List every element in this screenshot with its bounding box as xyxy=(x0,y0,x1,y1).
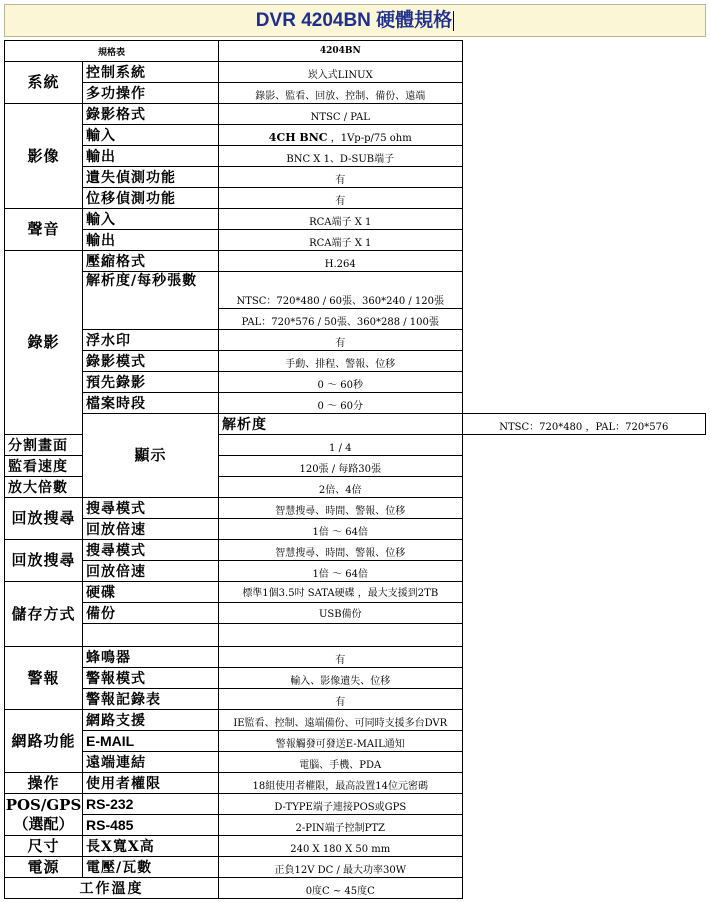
table-row xyxy=(5,878,706,899)
item-value: 2倍、4倍 xyxy=(219,477,462,498)
text-cursor xyxy=(453,11,454,31)
pos-label-line1: POS/GPS xyxy=(5,795,82,814)
item-value: 1倍 ～ 64倍 xyxy=(219,519,462,540)
category-audio: 聲音 xyxy=(5,209,83,251)
table-row xyxy=(5,209,706,230)
table-row xyxy=(5,272,706,309)
table-row xyxy=(5,104,706,125)
item-value: RCA端子 X 1 xyxy=(219,209,462,230)
item-label: 錄影格式 xyxy=(83,104,219,125)
table-row xyxy=(5,393,706,414)
item-value: 智慧搜尋、時間、警報、位移 xyxy=(219,540,462,561)
table-row xyxy=(5,773,706,794)
category-temperature: 工作溫度 xyxy=(5,878,219,899)
item-label: RS-232 xyxy=(83,794,219,815)
table-row xyxy=(5,603,706,624)
table-row xyxy=(5,498,706,519)
item-label: 檔案時段 xyxy=(83,393,219,414)
item-value: 2-PIN端子控制PTZ xyxy=(219,815,462,836)
item-label: 警報模式 xyxy=(83,668,219,689)
item-value: 有 xyxy=(219,647,462,668)
item-label: 預先錄影 xyxy=(83,372,219,393)
item-label: 警報記錄表 xyxy=(83,689,219,710)
item-value: D-TYPE端子連接POS或GPS xyxy=(219,794,462,815)
item-value: 正負12V DC / 最大功率30W xyxy=(219,857,462,878)
item-value: NTSC：720*480 ，PAL：720*576 xyxy=(462,414,706,435)
item-value: 智慧搜尋、時間、警報、位移 xyxy=(219,498,462,519)
item-label: 解析度/每秒張數 xyxy=(83,272,219,330)
item-label: 蜂鳴器 xyxy=(83,647,219,668)
empty-cell xyxy=(219,624,462,647)
item-value: 輸入、影像遺失、位移 xyxy=(219,668,462,689)
item-value: NTSC：720*480 / 60張、360*240 / 120張 xyxy=(219,272,462,309)
spec-table xyxy=(4,40,706,899)
table-row xyxy=(5,582,706,603)
item-value: 有 xyxy=(219,167,462,188)
title-text: DVR 4204BN 硬體規格 xyxy=(255,10,453,31)
page-title xyxy=(4,4,706,37)
input-value-bold: 4CH BNC xyxy=(268,131,328,144)
item-label: 回放倍速 xyxy=(83,519,219,540)
item-value: 1 / 4 xyxy=(219,435,462,456)
item-value: BNC X 1、D-SUB端子 xyxy=(219,146,462,167)
category-operation: 操作 xyxy=(5,773,83,794)
item-label: RS-485 xyxy=(83,815,219,836)
table-row xyxy=(5,372,706,393)
item-value: 標準1個3.5吋 SATA硬碟 ，最大支援到2TB xyxy=(219,582,462,603)
table-row xyxy=(5,647,706,668)
item-value: 0 ～ 60秒 xyxy=(219,372,462,393)
item-label: 壓縮格式 xyxy=(83,251,219,272)
pos-label-line2: （選配） xyxy=(13,814,74,833)
item-value: 有 xyxy=(219,689,462,710)
item-label: 輸出 xyxy=(83,146,219,167)
category-system: 系統 xyxy=(5,62,83,104)
category-pos xyxy=(5,794,83,836)
item-value: H.264 xyxy=(219,251,462,272)
item-label: 電壓/瓦數 xyxy=(83,857,219,878)
table-row xyxy=(5,561,706,582)
item-value: 1倍 ～ 64倍 xyxy=(219,561,462,582)
table-row xyxy=(5,815,706,836)
table-row xyxy=(5,624,706,647)
item-label: 多功操作 xyxy=(83,83,219,104)
item-value: 有 xyxy=(219,188,462,209)
category-storage: 儲存方式 xyxy=(5,582,83,647)
table-row xyxy=(5,794,706,815)
empty-cell xyxy=(83,624,219,647)
table-row xyxy=(5,125,706,146)
table-header-row xyxy=(5,41,706,62)
category-playback: 回放搜尋 xyxy=(5,498,83,540)
item-value: 18組使用者權限，最高設置14位元密碼 xyxy=(219,773,462,794)
item-label: 輸出 xyxy=(83,230,219,251)
table-row xyxy=(5,731,706,752)
table-row xyxy=(5,351,706,372)
item-label: 輸入 xyxy=(83,209,219,230)
item-label: 控制系統 xyxy=(83,62,219,83)
item-value: 0 ～ 60分 xyxy=(219,393,462,414)
item-label: 輸入 xyxy=(83,125,219,146)
item-value: 0度C ~ 45度C xyxy=(219,878,462,899)
table-row xyxy=(5,62,706,83)
item-label: 使用者權限 xyxy=(83,773,219,794)
category-alarm: 警報 xyxy=(5,647,83,710)
item-label: 搜尋模式 xyxy=(83,498,219,519)
category-record: 錄影 xyxy=(5,251,83,435)
category-video: 影像 xyxy=(5,104,83,209)
table-row xyxy=(5,146,706,167)
category-power: 電源 xyxy=(5,857,83,878)
item-value: 警報觸發可發送E-MAIL通知 xyxy=(219,731,462,752)
table-row xyxy=(5,540,706,561)
table-row xyxy=(5,230,706,251)
table-row xyxy=(5,689,706,710)
item-value: 120張 / 每路30張 xyxy=(219,456,462,477)
category-display: 顯示 xyxy=(83,414,219,498)
item-value: 電腦、手機、PDA xyxy=(219,752,462,773)
item-label: 備份 xyxy=(83,603,219,624)
category-playback: 回放搜尋 xyxy=(5,540,83,582)
item-label: E-MAIL xyxy=(83,731,219,752)
item-label: 遠端連結 xyxy=(83,752,219,773)
item-label: 錄影模式 xyxy=(83,351,219,372)
item-value: PAL：720*576 / 50張、360*288 / 100張 xyxy=(219,309,462,330)
item-label: 浮水印 xyxy=(83,330,219,351)
item-value: 手動、排程、警報、位移 xyxy=(219,351,462,372)
item-value: RCA端子 X 1 xyxy=(219,230,462,251)
item-value: USB備份 xyxy=(219,603,462,624)
item-label: 硬碟 xyxy=(83,582,219,603)
table-row xyxy=(5,752,706,773)
table-row xyxy=(5,83,706,104)
item-value: 有 xyxy=(219,330,462,351)
table-row xyxy=(5,668,706,689)
item-value xyxy=(219,125,462,146)
item-value: 240 X 180 X 50 mm xyxy=(219,836,462,857)
table-row xyxy=(5,330,706,351)
input-value-rest: ，1Vp-p/75 ohm xyxy=(327,133,412,144)
item-label: 解析度 xyxy=(219,414,462,435)
item-label: 放大倍數 xyxy=(5,477,83,498)
item-label: 位移偵測功能 xyxy=(83,188,219,209)
table-row xyxy=(5,414,706,435)
table-row xyxy=(5,251,706,272)
item-label: 遺失偵測功能 xyxy=(83,167,219,188)
item-value: NTSC / PAL xyxy=(219,104,462,125)
table-row xyxy=(5,188,706,209)
item-value: IE監看、控制、遠端備份、可同時支援多台DVR xyxy=(219,710,462,731)
header-label: 規格表 xyxy=(5,41,219,62)
item-value: 錄影、監看、回放、控制、備份、遠端 xyxy=(219,83,462,104)
header-model: 4204BN xyxy=(219,41,462,62)
table-row xyxy=(5,519,706,540)
table-row xyxy=(5,167,706,188)
table-row xyxy=(5,836,706,857)
item-label: 回放倍速 xyxy=(83,561,219,582)
item-label: 搜尋模式 xyxy=(83,540,219,561)
item-value: 崁入式LINUX xyxy=(219,62,462,83)
item-label: 網路支援 xyxy=(83,710,219,731)
category-network: 網路功能 xyxy=(5,710,83,773)
item-label: 分割畫面 xyxy=(5,435,83,456)
table-row xyxy=(5,710,706,731)
item-label: 監看速度 xyxy=(5,456,83,477)
category-size: 尺寸 xyxy=(5,836,83,857)
item-label: 長X寬X高 xyxy=(83,836,219,857)
table-row xyxy=(5,857,706,878)
